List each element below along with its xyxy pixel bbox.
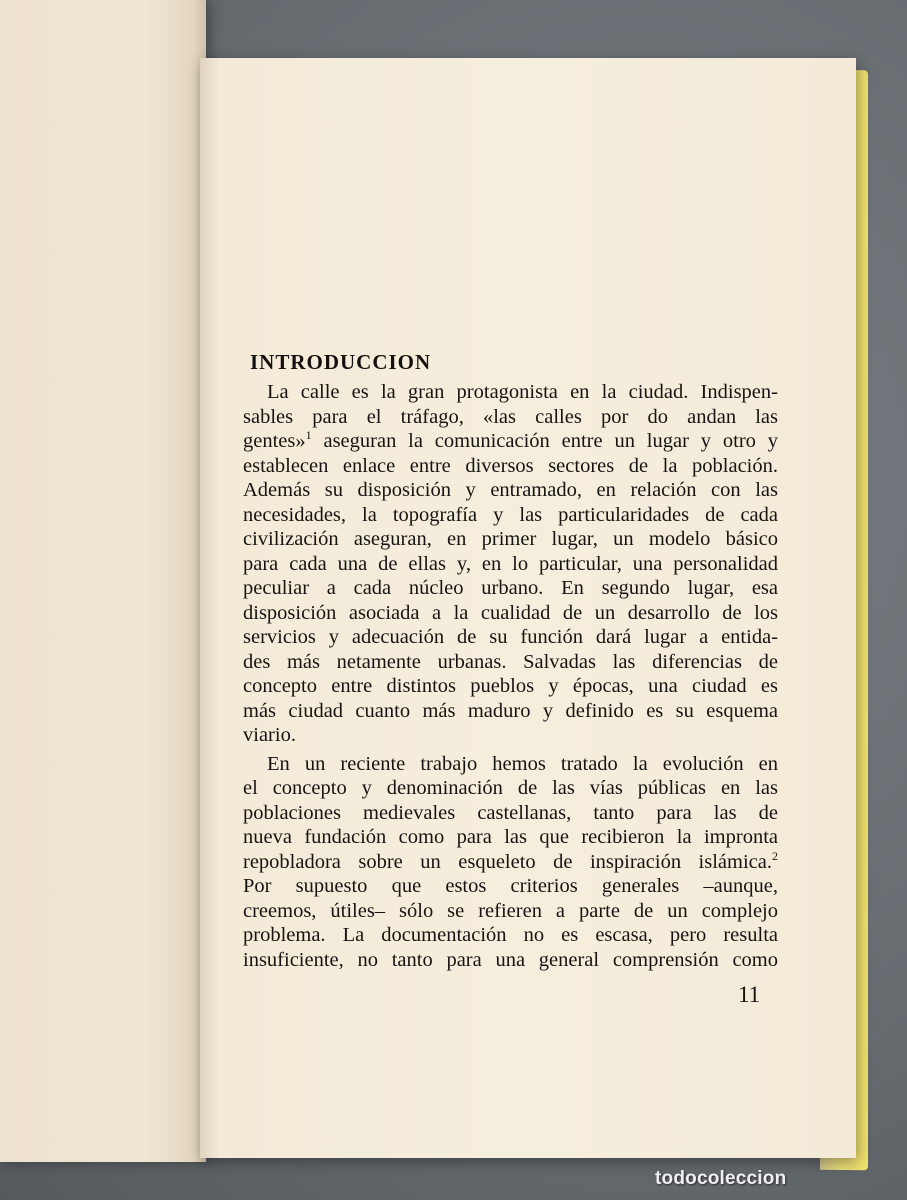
body-text bbox=[243, 380, 778, 972]
text-line: En un reciente trabajo hemos tratado la evolución en bbox=[267, 752, 778, 775]
text-line: viario. bbox=[243, 724, 296, 746]
footnote-marker: 1 bbox=[305, 428, 312, 442]
text-fragment: aseguran la comunicación entre un lugar y otro y bbox=[311, 430, 778, 452]
footnote-marker: 2 bbox=[772, 848, 778, 863]
text-line: insuficiente, no tanto para una general comprensión como bbox=[243, 948, 778, 971]
text-line: Además su disposición y entramado, en relación con las bbox=[243, 479, 778, 501]
text-line: concepto entre distintos pueblos y épocas, una ciudad es bbox=[243, 675, 778, 697]
text-line: más ciudad cuanto más maduro y definido es su esquema bbox=[243, 699, 778, 722]
text-line: establecen enlace entre diversos sectores de la población. bbox=[243, 454, 778, 477]
paragraph-2 bbox=[243, 752, 778, 973]
page-number: 11 bbox=[738, 982, 761, 1007]
text-line: nueva fundación como para las que recibieron la impronta bbox=[243, 826, 778, 848]
text-line: el concepto y denominación de las vías públicas en las bbox=[243, 777, 778, 799]
text-line: Por supuesto que estos criterios generales –aunque, bbox=[243, 875, 778, 897]
text-line: poblaciones medievales castellanas, tanto para las de bbox=[243, 801, 778, 824]
paragraph-1 bbox=[243, 380, 778, 748]
text-line: sables para el tráfago, «las calles por do andan las bbox=[243, 405, 778, 428]
text-line: problema. La documentación no es escasa, pero resulta bbox=[243, 924, 778, 946]
watermark: todocoleccion bbox=[655, 1168, 787, 1189]
text-line: disposición asociada a la cualidad de un desarrollo de los bbox=[243, 601, 778, 624]
text-fragment: repobladora sobre un esqueleto de inspiración islámica. bbox=[243, 850, 772, 873]
text-line: civilización aseguran, en primer lugar, un modelo básico bbox=[243, 528, 778, 550]
text-line: necesidades, la topografía y las particularidades de cada bbox=[243, 503, 778, 526]
chapter-heading: INTRODUCCION bbox=[250, 350, 432, 374]
text-line: La calle es la gran protagonista en la ciudad. Indispen- bbox=[267, 381, 778, 403]
text-line: creemos, útiles– sólo se refieren a parte de un complejo bbox=[243, 899, 778, 922]
text-fragment: gentes» bbox=[243, 430, 306, 452]
text-line: peculiar a cada núcleo urbano. En segundo lugar, esa bbox=[243, 577, 778, 599]
left-page bbox=[0, 0, 206, 1162]
text-line: servicios y adecuación de su función dará lugar a entida- bbox=[243, 626, 778, 648]
text-line-with-note bbox=[243, 429, 778, 454]
text-line: para cada una de ellas y, en lo particular, una personalidad bbox=[243, 552, 778, 575]
text-line-with-note bbox=[243, 850, 778, 875]
text-line: des más netamente urbanas. Salvadas las diferencias de bbox=[243, 650, 778, 673]
